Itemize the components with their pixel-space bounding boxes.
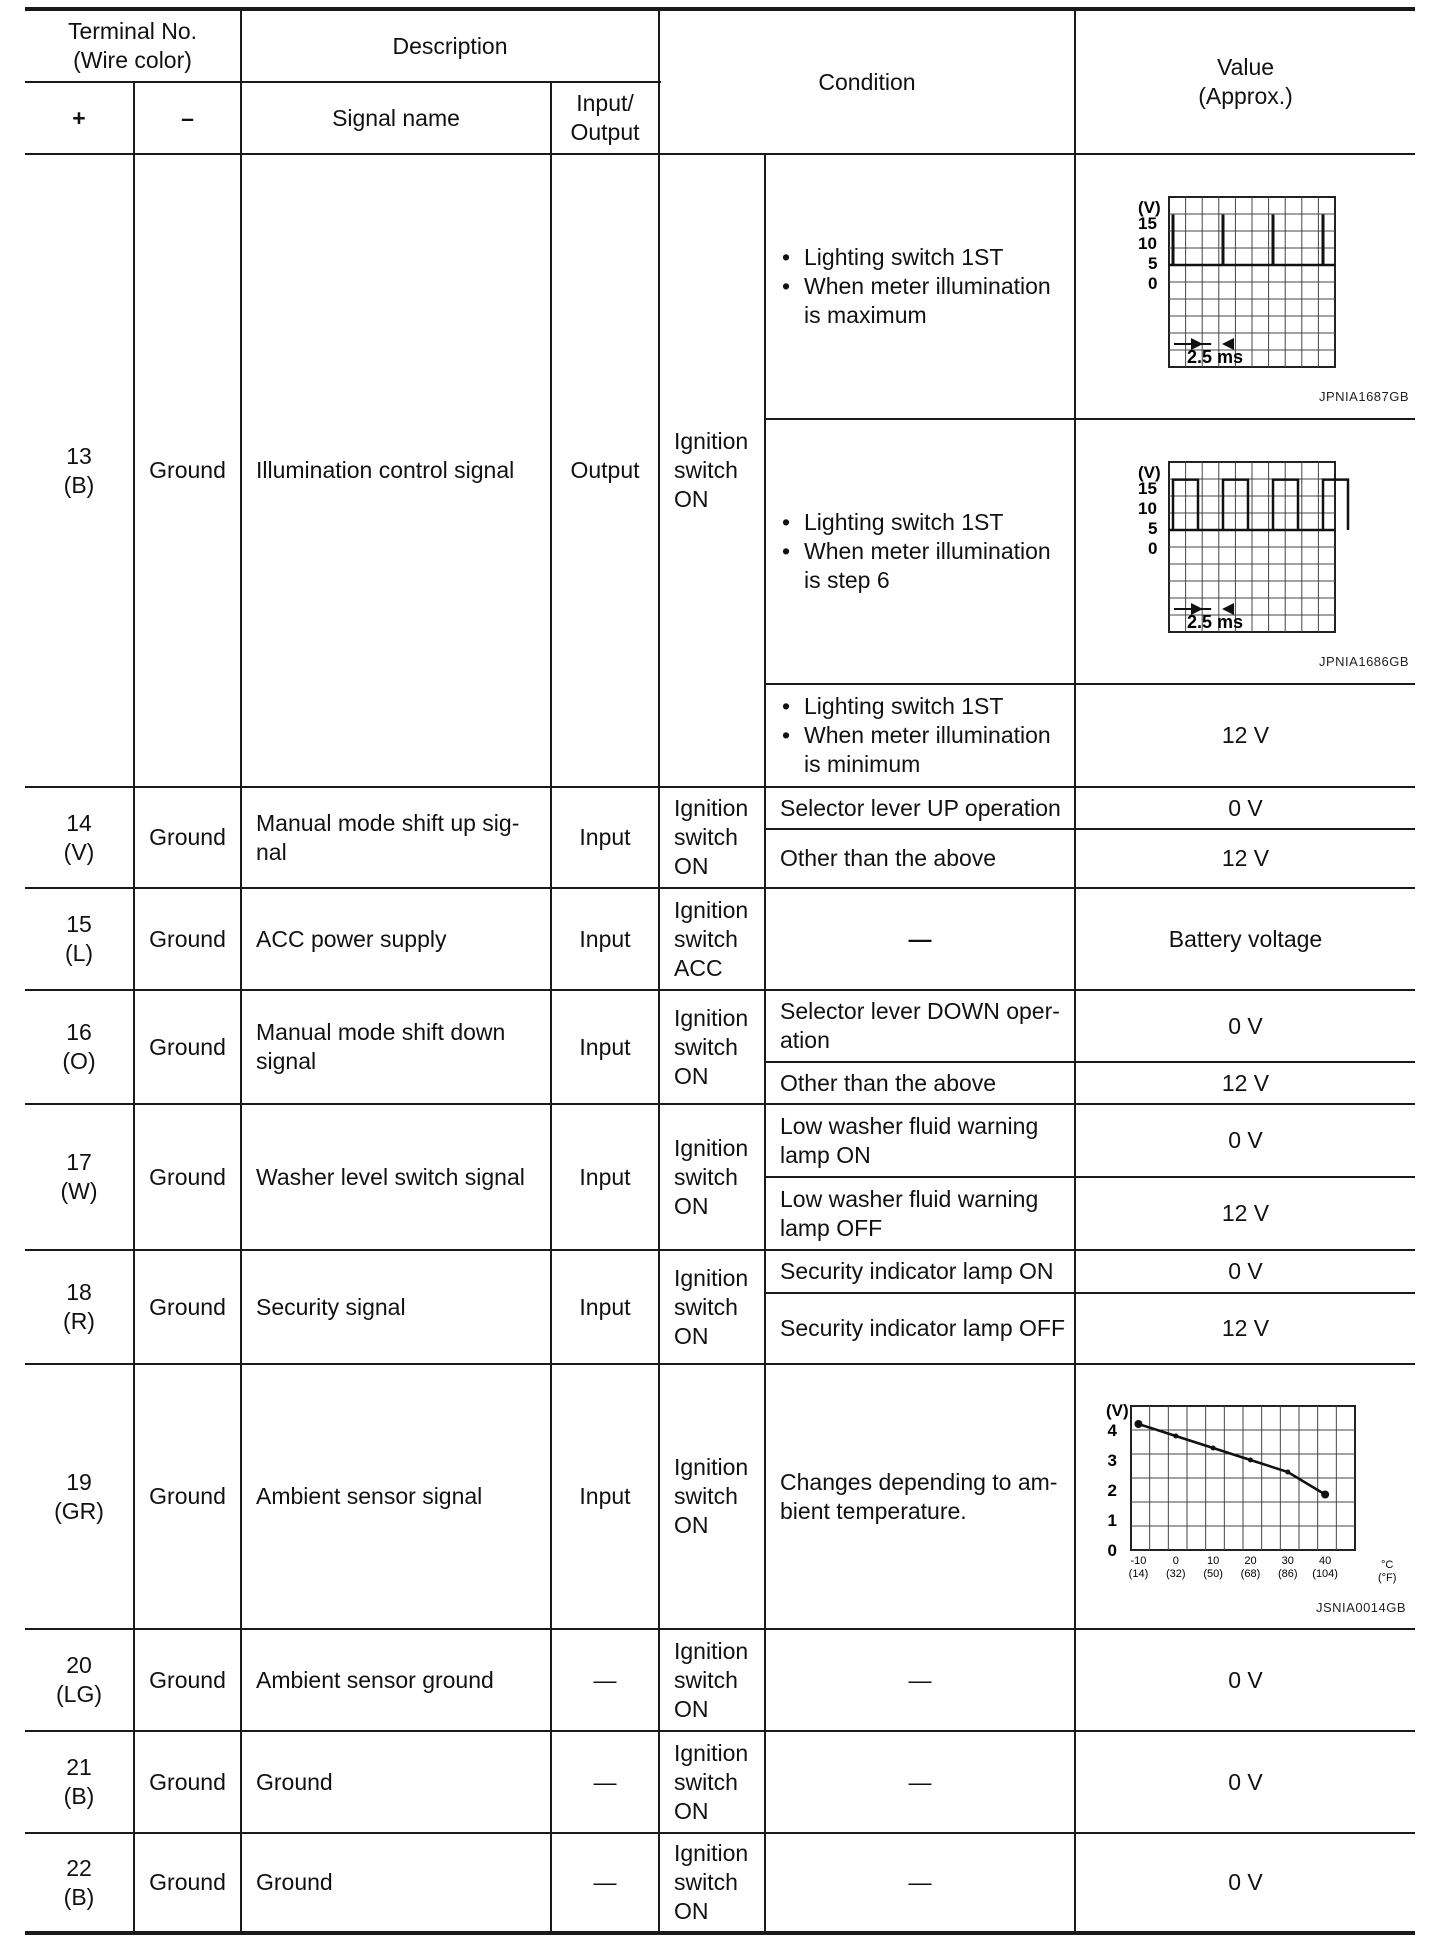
io-cell: Input: [579, 1293, 631, 1320]
wire-color: (O): [62, 1048, 96, 1074]
x-tick-alt-label: (14): [1128, 1568, 1149, 1580]
y-tick-label: 0: [1148, 274, 1158, 293]
terminal-19: [25, 1365, 133, 1628]
condition-line: Ignition: [674, 1264, 749, 1291]
condition-bullet: • When meter illumination is step 6: [780, 537, 1066, 595]
terminal-number: 13: [66, 442, 92, 469]
x-tick-alt-label: (104): [1312, 1568, 1338, 1580]
sub-condition: —: [908, 1666, 932, 1693]
ignition-condition: [660, 889, 764, 989]
ignition-condition: [660, 1630, 764, 1730]
signal-name: Manual mode shift up sig-nal: [256, 809, 520, 865]
ground-cell: Ground: [149, 925, 226, 952]
condition-line: Ignition: [674, 1134, 749, 1161]
sub-condition: Security indicator lamp OFF: [780, 1315, 1066, 1341]
condition-bullet: • Lighting switch 1ST: [780, 243, 1066, 272]
waveform-chart-step6: [1076, 420, 1415, 683]
value-cell: 0 V: [1228, 1012, 1263, 1039]
io-cell: —: [593, 1768, 617, 1795]
ignition-condition: [660, 1251, 764, 1363]
y-tick-label: 2: [1107, 1481, 1117, 1500]
header-plus: +: [72, 104, 86, 131]
y-tick-label: 5: [1148, 519, 1158, 538]
x-tick-label: -10: [1130, 1555, 1147, 1567]
io-cell: Input: [579, 925, 631, 952]
signal-name: Security signal: [256, 1293, 406, 1320]
signal-name: Ground: [256, 1869, 333, 1895]
condition-bullet: • Lighting switch 1ST: [780, 692, 1066, 721]
ground-cell: Ground: [149, 1163, 226, 1190]
terminal-22: [25, 1834, 133, 1931]
condition-line: switch: [674, 1869, 738, 1895]
x-tick-alt-label: (32): [1166, 1568, 1186, 1580]
condition-line: ON: [674, 1695, 709, 1722]
ignition-condition: [660, 1732, 764, 1832]
condition-line: switch: [674, 457, 738, 483]
ignition-condition: [660, 155, 764, 786]
value-cell: 0 V: [1228, 1768, 1263, 1795]
y-tick-label: 0: [1148, 539, 1158, 558]
terminal-number: 19: [66, 1468, 92, 1495]
condition-line: ON: [674, 1192, 709, 1219]
header-condition: Condition: [818, 68, 916, 95]
sub-condition: [766, 685, 1074, 786]
wire-color: (V): [63, 838, 95, 865]
condition-line: switch: [674, 925, 738, 952]
waveform-svg: [1076, 155, 1415, 418]
value-cell: 0 V: [1228, 1666, 1263, 1693]
condition-line: Ignition: [674, 1004, 749, 1031]
sub-condition: —: [908, 1869, 932, 1895]
sub-condition: Other than the above: [780, 845, 997, 871]
value-cell: 0 V: [1228, 1869, 1263, 1895]
sub-condition: [766, 420, 1074, 683]
ambient-data-point: [1173, 1434, 1178, 1439]
ambient-data-point: [1134, 1420, 1142, 1428]
terminal-number: 14: [66, 809, 92, 836]
x-tick-label: 30: [1281, 1555, 1294, 1567]
value-cell: Battery voltage: [1168, 925, 1323, 952]
condition-bullet: • Lighting switch 1ST: [780, 508, 1066, 537]
ignition-condition: [660, 991, 764, 1103]
ground-cell: Ground: [149, 824, 226, 850]
y-tick-label: 1: [1107, 1511, 1117, 1530]
ignition-condition: [660, 1105, 764, 1249]
condition-line: switch: [674, 1666, 738, 1693]
io-cell: Input: [579, 1483, 631, 1509]
sub-condition: Other than the above: [780, 1069, 997, 1096]
sub-condition: Changes depending to am-bient temperature.: [780, 1468, 1058, 1524]
y-unit-label: (V): [1138, 198, 1161, 217]
wire-color: (L): [64, 940, 94, 966]
header-output-label: Output: [570, 119, 640, 145]
terminal-15: [25, 889, 133, 989]
signal-name: ACC power supply: [256, 925, 447, 952]
condition-line: switch: [674, 1483, 738, 1509]
condition-line: switch: [674, 824, 738, 850]
condition-line: switch: [674, 1163, 738, 1190]
header-input-label: Input/: [576, 90, 634, 116]
wire-color: (W): [60, 1178, 98, 1204]
terminal-number: 22: [66, 1854, 92, 1881]
header-approx-label: (Approx.): [1198, 83, 1293, 109]
io-cell: —: [593, 1666, 617, 1693]
scale-label: 2.5 ms: [1187, 347, 1244, 367]
wire-color: (GR): [54, 1497, 104, 1524]
header-description: Description: [392, 32, 508, 59]
terminal-number: 18: [66, 1279, 92, 1305]
condition-line: Ignition: [674, 896, 749, 923]
io-cell: Output: [570, 457, 640, 483]
header-signal-name: Signal name: [332, 104, 460, 131]
condition-line: Ignition: [674, 795, 749, 821]
ground-cell: Ground: [149, 1869, 226, 1895]
signal-name: Ambient sensor signal: [256, 1483, 483, 1509]
signal-name: Ambient sensor ground: [256, 1666, 494, 1693]
ambient-data-point: [1211, 1446, 1216, 1451]
sub-condition: —: [908, 1768, 932, 1795]
y-tick-label: 5: [1148, 254, 1158, 273]
condition-line: Ignition: [674, 1840, 749, 1866]
condition-bullet: • When meter illumination is minimum: [780, 721, 1066, 779]
x-tick-alt-label: (86): [1278, 1568, 1298, 1580]
x-unit-alt-label: (°F): [1378, 1572, 1397, 1584]
figure-id: JPNIA1686GB: [1319, 654, 1410, 669]
signal-name: Washer level switch signal: [256, 1163, 525, 1190]
x-tick-alt-label: (50): [1203, 1568, 1223, 1580]
waveform-chart-max: [1076, 155, 1415, 418]
condition-line: switch: [674, 1768, 738, 1795]
y-tick-label: 15: [1138, 214, 1157, 233]
value-cell: 12 V: [1221, 1069, 1270, 1096]
ground-cell: Ground: [149, 1033, 226, 1060]
ground-cell: Ground: [149, 1483, 226, 1509]
header-input-output: [552, 83, 658, 153]
sub-condition: [766, 155, 1074, 418]
ambient-sensor-chart: [1076, 1365, 1415, 1628]
y-tick-label: 0: [1107, 1541, 1117, 1560]
terminal-number: 21: [66, 1754, 92, 1780]
terminal-number: 20: [66, 1652, 92, 1678]
sub-condition: Selector lever DOWN oper-ation: [780, 998, 1060, 1053]
io-cell: Input: [579, 1033, 631, 1060]
ambient-data-point: [1248, 1458, 1253, 1463]
condition-line: ON: [674, 1062, 709, 1089]
sub-condition: Selector lever UP operation: [780, 794, 1061, 821]
table-bottom-border: [25, 1931, 1415, 1935]
header-terminal-label: Terminal No.: [67, 18, 198, 44]
ground-cell: Ground: [149, 457, 226, 483]
terminal-17: [25, 1105, 133, 1249]
condition-line: ON: [674, 1797, 709, 1824]
terminal-14: [25, 788, 133, 887]
header-terminal: [25, 11, 240, 81]
ambient-series-line: [1138, 1424, 1325, 1495]
terminal-13: [25, 155, 133, 786]
ignition-condition: [660, 788, 764, 887]
x-tick-label: 10: [1207, 1555, 1220, 1567]
signal-name: Ground: [256, 1768, 333, 1795]
header-wire-color-label: (Wire color): [73, 47, 192, 73]
condition-line: switch: [674, 1033, 738, 1060]
terminal-21: [25, 1732, 133, 1832]
terminal-20: [25, 1630, 133, 1730]
ambient-data-point: [1285, 1470, 1290, 1475]
terminal-16: [25, 991, 133, 1103]
condition-line: ACC: [674, 954, 723, 981]
x-tick-label: 0: [1172, 1555, 1179, 1567]
wire-color: (B): [63, 1883, 95, 1910]
condition-line: switch: [674, 1293, 738, 1320]
condition-line: ON: [674, 1322, 709, 1349]
terminal-number: 15: [66, 911, 92, 937]
header-value-label: Value: [1216, 54, 1275, 80]
io-cell: Input: [579, 1163, 631, 1190]
wire-color: (LG): [56, 1681, 102, 1707]
ambient-svg: [1076, 1365, 1415, 1628]
value-cell: 12 V: [1221, 1315, 1270, 1341]
y-tick-label: 3: [1107, 1451, 1117, 1470]
y-tick-label: 15: [1138, 479, 1157, 498]
wire-color: (B): [63, 1783, 95, 1809]
header-minus: –: [181, 104, 194, 131]
condition-line: Ignition: [674, 1637, 749, 1664]
scale-label: 2.5 ms: [1187, 612, 1244, 632]
condition-line: ON: [674, 1512, 709, 1538]
header-value: [1076, 11, 1415, 153]
x-tick-alt-label: (68): [1240, 1568, 1261, 1580]
sub-condition: Low washer fluid warning lamp ON: [780, 1112, 1039, 1168]
condition-line: Ignition: [674, 1739, 749, 1766]
x-tick-label: 20: [1244, 1555, 1257, 1567]
ambient-data-point: [1321, 1491, 1329, 1499]
y-tick-label: 4: [1107, 1421, 1117, 1440]
figure-id: JPNIA1687GB: [1319, 389, 1410, 404]
signal-name: Illumination control signal: [256, 457, 515, 483]
condition-bullet: • When meter illumination is maximum: [780, 272, 1066, 330]
condition-line: ON: [674, 486, 709, 512]
ground-cell: Ground: [149, 1293, 226, 1320]
io-cell: —: [593, 1869, 617, 1895]
terminal-18: [25, 1251, 133, 1363]
condition-line: ON: [674, 853, 709, 879]
ignition-condition: [660, 1365, 764, 1628]
value-cell: 0 V: [1228, 1127, 1263, 1153]
condition-line: Ignition: [674, 428, 749, 454]
condition-line: ON: [674, 1898, 709, 1924]
x-tick-label: 40: [1319, 1555, 1332, 1567]
terminal-number: 17: [66, 1149, 92, 1175]
ground-cell: Ground: [149, 1768, 226, 1795]
figure-id: JSNIA0014GB: [1316, 1600, 1407, 1615]
io-cell: Input: [579, 824, 631, 850]
value-cell: 0 V: [1228, 1258, 1263, 1284]
sub-condition: Security indicator lamp ON: [780, 1258, 1054, 1284]
y-unit-label: (V): [1138, 463, 1161, 482]
y-unit-label: (V): [1106, 1401, 1129, 1420]
value-cell: 12 V: [1221, 845, 1270, 871]
value-cell: 12 V: [1221, 1200, 1270, 1226]
waveform-svg: [1076, 420, 1415, 683]
ignition-condition: [660, 1834, 764, 1931]
value-cell: 12 V: [1221, 722, 1270, 748]
y-tick-label: 10: [1138, 499, 1157, 518]
sub-condition: —: [908, 925, 932, 952]
sub-condition: Low washer fluid warning lamp OFF: [780, 1185, 1039, 1241]
wire-color: (R): [63, 1308, 95, 1334]
wire-color: (B): [63, 471, 95, 498]
ground-cell: Ground: [149, 1666, 226, 1693]
terminal-number: 16: [66, 1019, 92, 1045]
condition-line: Ignition: [674, 1454, 749, 1480]
signal-name: Manual mode shift down signal: [256, 1019, 506, 1074]
x-unit-label: °C: [1381, 1559, 1394, 1571]
value-cell: 0 V: [1228, 794, 1263, 821]
y-tick-label: 10: [1138, 234, 1157, 253]
